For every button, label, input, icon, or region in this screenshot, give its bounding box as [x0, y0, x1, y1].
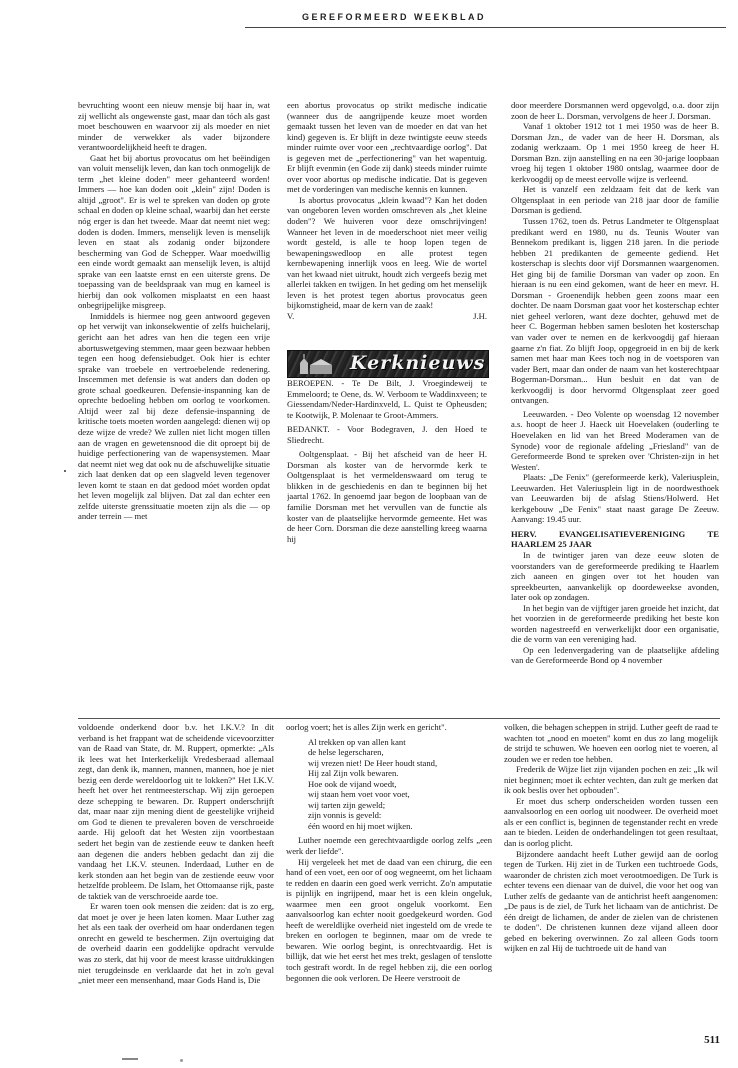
- poem-line: Hij zal Zijn volk bewaren.: [308, 768, 399, 779]
- paragraph: Inmiddels is hiermee nog geen antwoord gegeven op het verwijt van inkonsekwentie of zelfs huichelarij, gericht aan het adres van hen die tegen een vrije abortuswetgeving stemmen, maar geen bezwaar hebben tegen een hoog defensiebudget. Ook hier is echter sprake van troebele en vertroebelende redenering. Inscemmen met defensie is wat anders dan doden op grote schaal goedkeuren. Defensie-inspanning kan de oprechte bedoeling hebben om oorlog te voorkomen. Altijd weer zal bij deze defensie-inspanning de kritische toets moeten worden aangelegd: dienen wij op deze wijze de vrede? We zullen niet licht mogen tillen aan de vragen en gewetensnood die dit oproept bij de huidige perfectionering van de wapensystemen. Maar dat neemt niet weg dat ook nu de afschuwelijke situatie zich laat denken dat op een slagveld leven tegenover leven komt te staan en dat gedood móet worden opdat het leven mogelijk zal blijven. Dat zal dan echter een zelfde uiterste grenssituatie moeten zijn als die — op ander terrein — met: [78, 310, 270, 522]
- paragraph: Frederik de Wijze liet zijn vijanden pochen en zei: „Ik wil niet beginnen; moet ik echter vechten, dan zult ge merken dat ik ook beslis over het opbouden".: [504, 764, 718, 796]
- poem-line: één woord en hij moet wijken.: [308, 820, 413, 831]
- paragraph: Leeuwarden. - Deo Volente op woensdag 12 november a.s. hoopt de heer J. Haeck uit Hoevelaken (ouderling te Hoevelaken en lid van het Breed Moderamen van de Synode) voor de regionale afdeling „Friesland" van de Gereformeerde Bond te spreken over 'Christen-zijn in het Westen'.: [511, 408, 719, 472]
- news-item: BEROEPEN. - Te De Bilt, J. Vroegindeweij te Emmeloord; te Oene, ds. W. Verboom te Waddinxveen; te Giessendam/Neder-Hardinxveld, L. Quist te Opheusden; te Kootwijk, P. Molenaar te Groot-Ammers.: [287, 378, 487, 420]
- paragraph: bevruchting woont een nieuw mensje bij haar in, wat zij wellicht als ongewenste gast, maar dan tóch als gast moet beschouwen en waarvoor zij als moeder en niet minder de verwekker als vader bijzondere verantwoordelijkheid heeft te dragen.: [78, 100, 270, 153]
- paragraph: Hij vergeleek het met de daad van een chirurg, die een hand of een voet, een oor of oog wegneemt, om het lichaam te redden en daarin een goed werk verricht. Zo'n amputatie is pijnlijk en ingrijpend, maar het is een klein ongeluk, waarmee men een groot ongeluk voorkomt. Een aanvalsoorlog kan echter nooit goedgekeurd worden. God heeft de wereldlijke overheid niet ingesteld om de vrede te breken en oorlogen te beginnen, maar om de vrede te bewaren. Wie oorlog begint, is onrechtvaardig. Het is billijk, dat wie het eerst het mes trekt, geslagen of tenslotte toch gestraft wordt. In de regel hebben zij, die een oorlog begonnen die ook verloren. De Heere verstrooit de: [286, 856, 492, 983]
- lower-column-1: [78, 722, 274, 1038]
- paragraph: Tussen 1762, toen ds. Petrus Landmeter te Oltgensplaat predikant werd en 1980, nu ds. Teunis Wouter van Bennekom predikant is, liggen 218 jaren. In die periode hebben 21 predikanten de gemeente gediend. Het kosterschap is slechts door vijf Dorsmannen waargenomen. Het ging bij de familie Dorsman van vader op zoon. En hieraan is nu een eind gekomen, want de heer en mevr. H. Dorsman - Groenendijk hebben geen zoons maar een dochter. De naam Dorsman gaat voor het kosterschap echter niet geheel verloren, want deze dochter, gehuwd met de heer C. Bogerman hebben samen besloten het kosterschap van vader over te nemen en de kerkvoogdij gaf hieraan gaarne z'n fiat. Zo blijft Joop, opgegroeid in en bij de kerk samen met haar man Kees toch nog in de voetsporen van vader Bert, maar dan onder de naam van het kosterechtpaar Bogerman-Dorsman... Hun besluit en dat van de kerkvoogdij is door hervormd Oltgensplaat zeer goed ontvangen.: [511, 216, 719, 406]
- column-1: [78, 100, 270, 716]
- poem-line: wij tarten zijn geweld;: [308, 799, 386, 810]
- news-item: BEDANKT. - Voor Bodegraven, J. den Hoed te Sliedrecht.: [287, 424, 487, 445]
- paragraph: Het is vanzelf een zeldzaam feit dat de kerk van Oltgensplaat in een periode van 218 jaar door de familie Dorsman is gediend.: [511, 184, 719, 216]
- page-header: GEREFORMEERD WEEKBLAD: [301, 12, 486, 22]
- paragraph: Plaats: „De Fenix" (gereformeerde kerk), Valeriusplein, Leeuwarden. Het Valeriusplein ligt in de noordwesthoek van Leeuwarden bij de afslag Stiens/Holwerd. Het kerkgebouw „De Fenix" staat naast garage De Zeeuw. Aanvang: 19.45 uur.: [511, 472, 719, 525]
- column-2-news: [287, 378, 487, 716]
- signature-right: J.H.: [473, 310, 487, 321]
- column-3: [511, 100, 719, 716]
- news-item: Ooltgensplaat. - Bij het afscheid van de heer H. Dorsman als koster van de hervormde kerk te Ooltgensplaat is het vermeldenswaard om terug te blikken in de geschiedenis en dan te beginnen bij het jaartal 1762. In genoemd jaar begon de loopbaan van de familie Dorsman met het vervullen van de functie als koster van de plaatselijke hervormde gemeente. Het was de heer Corn. Dorsman die deze aanstelling kreeg waarna hij: [287, 449, 487, 544]
- poem-line: zijn vonnis is geveld:: [308, 810, 382, 821]
- poem-line: Al trekken op van allen kant: [308, 736, 406, 747]
- print-speck: [180, 1059, 183, 1062]
- paragraph: voldoende onderkend door b.v. het I.K.V.? In dit verband is het frappant wat de scheidende vicevoorzitter van de Raad van State, dr. M. Ruppert, opmerkte: „Als ik lees wat het Interkerkelijk Vredesberaad allemaal zegt, dan denk ik, mannen, mannen, mannen, hoe je niet bezig een derde wereldoorlog uit te lokken?" Het I.K.V. heeft het over het rentmeesterschap. Wij zijn geroepen deze schepping te bewaren. Dr. Ruppert onderschrijft dat, maar naar zijn mening dient de geestelijke vrijheid om God te dienen te prevaleren boven de verschroeide aarde. Hij gelooft dat het Westen zijn voortbestaan sedert het begin van de zestiende eeuw te danken heeft aan degenen die anders hebben gedacht dan zij die vandaag het I.K.V. steunen. Inderdaad, Luther en de kerk stonden aan het begin van de zestiende eeuw voor hetzelfde probleem. De Islam, het Ottomaanse rijk, paste de taktiek van de verschroeide aarde toe.: [78, 722, 274, 901]
- lower-column-3: [504, 722, 718, 1038]
- header-rule: [245, 27, 726, 28]
- paragraph: Gaat het bij abortus provocatus om het beëindigen van voluit menselijk leven, dan kan toch onmogelijk de term „het kleine doden" meer gehanteerd worden! Immers — hoe kan doden ooit „klein" zijn! Doden is altijd „groot". Er is wel te spreken van doden op grote schaal en doden op kleine schaal, waarbij dan het eerste nóg erger is dan het tweede. Maar dat neemt niet weg: doden is doden. Immers, menselijk leven is menselijk leven en staat als zodanig onder bijzondere bescherming van God de Schepper. Waar moedwillig een einde wordt gemaakt aan menselijk leven, is altijd sprake van een laatste ernst en een uiterste grens. De toepassing van de beeldspraak van mug en kameel is hierbij dan ook volkomen misplaatst en een haast onbegrijpelijke misgreep.: [78, 152, 270, 311]
- banner-title: Kerknieuws: [350, 352, 486, 374]
- paragraph: Vanaf 1 oktober 1912 tot 1 mei 1950 was de heer B. Dorsman Jzn., de vader van de heer H. Dorsman, als zodanig werkzaam. Op 1 mei 1950 kreeg de heer H. Dorsman Bzn. zijn aanstelling en na een 30-jarige loopbaan vroeg hij tegen 1 oktober 1980 ontslag, waarmee door de kerkvoogdij op de meest eervolle wijze is verleend.: [511, 121, 719, 184]
- poem-line: wij staan hem voet voor voet,: [308, 789, 410, 800]
- column-2: [287, 100, 487, 348]
- church-silhouette-icon: [294, 354, 342, 374]
- section-divider: [78, 718, 720, 719]
- kerknieuws-banner: [287, 350, 489, 378]
- margin-speck: [64, 470, 66, 472]
- paragraph: Luther noemde een gerechtvaardigde oorlog zelfs „een werk der liefde".: [286, 835, 492, 857]
- paragraph: volken, die behagen scheppen in strijd. Luther geeft de raad te wachten tot „nood en moeten" komt en dus zo lang mogelijk de strijd te schuwen. We hoeven een oorlog niet te voeren, al zouden we er reden toe hebben.: [504, 722, 718, 764]
- signature-line: [287, 311, 487, 322]
- paragraph: In het begin van de vijftiger jaren groeide het inzicht, dat het voorzien in de gereformeerde prediking het beste kon worden nagestreefd en verwerkelijkt door een organisatie, die de vorm van een vereniging had.: [511, 602, 719, 645]
- paragraph: Op een ledenvergadering van de plaatselijke afdeling van de Gereformeerde Bond op 4 november: [511, 644, 719, 666]
- paragraph: Er moet dus scherp onderscheiden worden tussen een aanvalsoorlog en een oorlog uit noodweer. De overheid moet als er een conflict is, beginnen de tegenstander recht en vrede aan te bieden. Leiden de onderhandelingen tot geen resultaat, dan is oorlog plicht.: [504, 795, 718, 849]
- poem-line: wij vrezen niet! De Heer houdt stand,: [308, 757, 438, 768]
- print-smudge: [122, 1058, 138, 1060]
- poem-line: de helse legerscharen,: [308, 747, 384, 758]
- paragraph: Bijzondere aandacht heeft Luther gewijd aan de oorlog tegen de Turken. Hij ziet in de Turken een tuchtroede Gods, waaronder de christen zich moet verootmoedigen. De Turk is echter tevens een dienaar van de duivel, die voor het oog van Luther zelfs de gedaante van de antichrist heeft aangenomen: „De paus is de ziel, de Turk het lichaam van de antichrist. De één dreigt de lichamen, de ander de zielen van de christenen te doden". De christenen kunnen deze vijand alleen door gebed en bekering overwinnen. Zo zal alleen Gods toorn wijken en zal Hij de tuchtroede uit de hand van: [504, 848, 718, 954]
- paragraph: een abortus provocatus op strikt medische indicatie (wanneer dus de aangrijpende keuze moet worden gemaakt tussen het leven van de moeder en dat van het kind) gegeven is. Er blijft in deze twintigste eeuw steeds minder ruimte over voor een „rechtvaardige oorlog". Dat is gegeven met de „perfectionering" van het wapentuig. Er blijft evenmin (en Gode zij dank) steeds minder ruimte over voor abortus op medische indicatie. Dat is gegeven met de vorderingen van medische kennis en kunnen.: [287, 100, 487, 195]
- paragraph: oorlog voert; het is alles Zijn werk en gericht".: [286, 722, 447, 732]
- lower-column-2: [286, 722, 492, 1038]
- section-heading: HERV. EVANGELISATIEVERENIGING TE HAARLEM 25 JAAR: [511, 528, 719, 550]
- paragraph: Is abortus provocatus „klein kwaad"? Kan het doden van ongeboren leven worden omschreven als „het kleine doden"? We huiveren voor deze omschrijvingen! Wanneer het leven in de moederschoot niet meer veilig wordt gesteld, is alle te hoop lopen tegen de bewapeningswedloop en alle protest tegen kernbewapening innerlijk voos en leeg. Wie de wortel van het kwaad niet uitrukt, houdt zich vergeefs bezig met allerlei takken en twijgen. In het geding om het menselijk leven is het protest tegen abortus provocatus geen bijkomstigheid, maar de kern van de zaak!: [287, 194, 487, 311]
- paragraph: door meerdere Dorsmannen werd opgevolgd, o.a. door zijn zoon de heer L. Dorsman, vervolgens de heer J. Dorsman.: [511, 100, 719, 121]
- poem: [308, 737, 492, 832]
- page-number: 511: [704, 1034, 720, 1046]
- poem-line: Hoe ook de vijand woedt,: [308, 778, 397, 789]
- paragraph: In de twintiger jaren van deze eeuw sloten de voorstanders van de gereformeerde prediking te Haarlem zich aaneen en gingen over tot het houden van spreekbeurten, aanvankelijk op doordeweekse avonden, later ook op zondagen.: [511, 549, 719, 603]
- paragraph: Er waren toen ook mensen die zeiden: dat is zo erg, dat moet je over je heen laten komen. Maar Luther zag het als een taak der overheid om haar onderdanen tegen onrecht en geweld te beschermen. Zijn overtuiging dat de overheid daarin een goddelijke opdracht vervulde was zo sterk, dat hij voor de meest krasse uitdrukkingen niet terugdeinsde en verklaarde dat het in zo'n geval „niet meer een mensenhand, maar Gods Hand is, Die: [78, 901, 274, 986]
- signature-left: V.: [287, 310, 295, 321]
